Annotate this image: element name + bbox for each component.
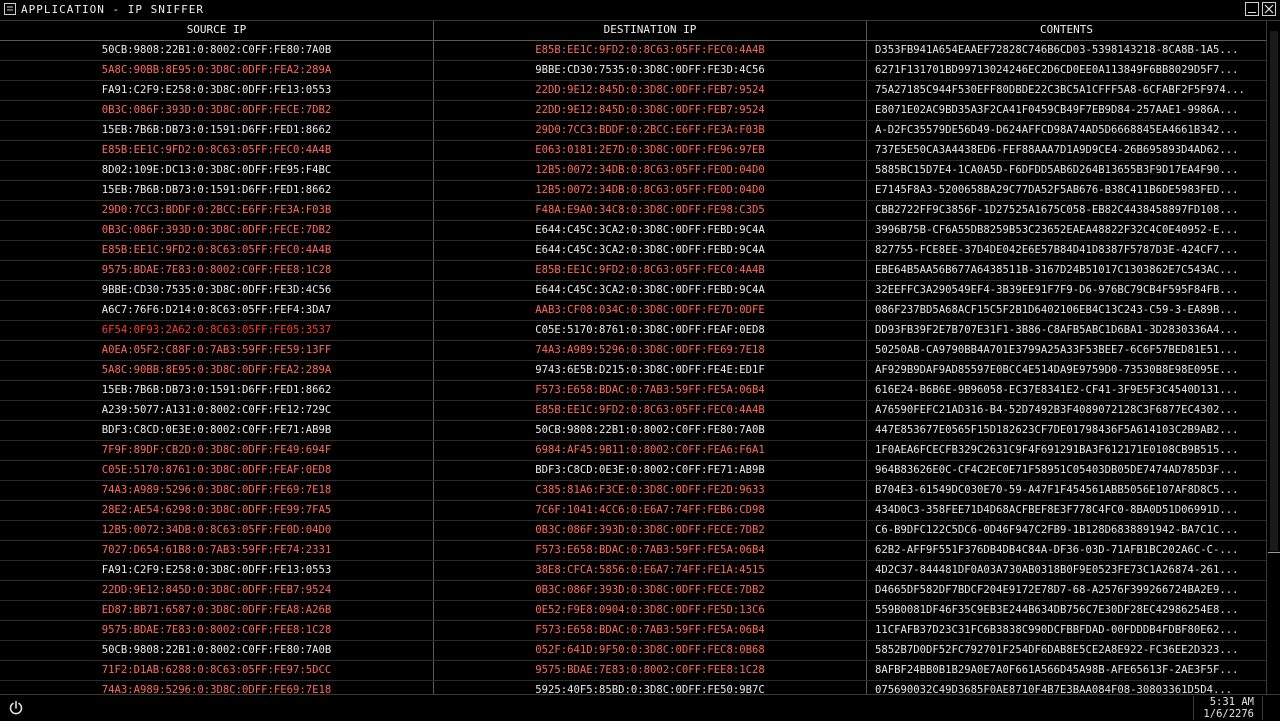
contents-cell: 5885BC15D7E4-1CA0A5D-F6DFDD5AB6D264B13655B3F9D17EA4F90... bbox=[875, 164, 1239, 176]
show-desktop-button[interactable] bbox=[1262, 696, 1280, 720]
contents-cell: A76590FEFC21AD316-B4-52D7492B3F4089072128C3F6877EC4302... bbox=[875, 404, 1239, 416]
contents-cell: 50250AB-CA9790BB4A701E3799A25A33F53BEE7-6C6F57BED81E51... bbox=[875, 344, 1239, 356]
app-icon bbox=[4, 3, 16, 15]
destination-ip-cell: E644:C45C:3CA2:0:3D8C:0DFF:FEBD:9C4A bbox=[535, 284, 765, 296]
source-ip-cell: 15EB:7B6B:DB73:0:1591:D6FF:FED1:8662 bbox=[101, 124, 332, 136]
table-row[interactable] bbox=[0, 461, 1266, 481]
scrollbar-thumb[interactable] bbox=[1270, 31, 1278, 551]
destination-ip-cell: C385:81A6:F3CE:0:3D8C:0DFF:FE2D:9633 bbox=[535, 484, 765, 496]
table-row[interactable] bbox=[0, 181, 1266, 201]
scroll-marker bbox=[1268, 552, 1280, 553]
table-row[interactable] bbox=[0, 401, 1266, 421]
contents-cell: 559B0081DF46F35C9EB3E244B634DB756C7E30DF28EC42986254E8... bbox=[875, 604, 1239, 616]
table-row[interactable] bbox=[0, 141, 1266, 161]
destination-ip-cell: 6984:AF45:9B11:0:8002:C0FF:FEA6:F6A1 bbox=[535, 444, 765, 456]
contents-cell: 827755-FCE8EE-37D4DE042E6E57B84D41D8387F5787D3E-424CF7... bbox=[875, 244, 1239, 256]
destination-ip-cell: 29D0:7CC3:BDDF:0:2BCC:E6FF:FE3A:F03B bbox=[535, 124, 765, 136]
maximize-icon bbox=[1264, 4, 1274, 14]
table-row[interactable] bbox=[0, 521, 1266, 541]
destination-ip-cell: 22DD:9E12:845D:0:3D8C:0DFF:FEB7:9524 bbox=[535, 84, 765, 96]
packet-table bbox=[0, 21, 1266, 694]
window-title: APPLICATION - IP SNIFFER bbox=[21, 3, 204, 16]
destination-ip-cell: 74A3:A989:5296:0:3D8C:0DFF:FE69:7E18 bbox=[535, 344, 765, 356]
contents-cell: 075690032C49D3685F0AE8710F4B7E3BAA084F08-30803361D5D4... bbox=[875, 684, 1233, 694]
source-ip-cell: 15EB:7B6B:DB73:0:1591:D6FF:FED1:8662 bbox=[101, 384, 332, 396]
contents-cell: EBE64B5AA56B677A6438511B-3167D24B51017C1303862E7C543AC... bbox=[875, 264, 1239, 276]
source-ip-cell: E85B:EE1C:9FD2:0:8C63:05FF:FEC0:4A4B bbox=[101, 244, 332, 256]
destination-ip-cell: 7C6F:1041:4CC6:0:E6A7:74FF:FEB6:CD98 bbox=[535, 504, 765, 516]
table-row[interactable] bbox=[0, 301, 1266, 321]
contents-cell: D4665DF582DF7BDCF204E9172E78D7-68-A2576F399266724BA2E9... bbox=[875, 584, 1239, 596]
destination-ip-cell: 22DD:9E12:845D:0:3D8C:0DFF:FEB7:9524 bbox=[535, 104, 765, 116]
table-row[interactable] bbox=[0, 681, 1266, 694]
contents-cell: A-D2FC35579DE56D49-D624AFFCD98A74AD5D6668845EA4661B342... bbox=[875, 124, 1239, 136]
table-row[interactable] bbox=[0, 641, 1266, 661]
source-ip-cell: 74A3:A989:5296:0:3D8C:0DFF:FE69:7E18 bbox=[101, 484, 332, 496]
contents-cell: CBB2722FF9C3856F-1D27525A1675C058-EB82C4438458897FD108... bbox=[875, 204, 1239, 216]
table-row[interactable] bbox=[0, 281, 1266, 301]
table-row[interactable] bbox=[0, 341, 1266, 361]
destination-ip-cell: 5925:40F5:85BD:0:3D8C:0DFF:FE50:9B7C bbox=[535, 684, 765, 694]
contents-cell: C6-B9DFC122C5DC6-0D46F947C2FB9-1B128D6838891942-BA7C1C... bbox=[875, 524, 1239, 536]
destination-ip-cell: 38E8:CFCA:5856:0:E6A7:74FF:FE1A:4515 bbox=[535, 564, 765, 576]
table-row[interactable] bbox=[0, 361, 1266, 381]
destination-ip-cell: 0E52:F9E8:0904:0:3D8C:0DFF:FE5D:13C6 bbox=[535, 604, 765, 616]
destination-ip-cell: 12B5:0072:34DB:0:8C63:05FF:FE0D:04D0 bbox=[535, 164, 765, 176]
maximize-button[interactable] bbox=[1262, 2, 1276, 16]
table-row[interactable] bbox=[0, 81, 1266, 101]
contents-cell: 964B83626E0C-CF4C2EC0E71F58951C05403DB05DE7474AD785D3F... bbox=[875, 464, 1239, 476]
contents-cell: E7145F8A3-5200658BA29C77DA52F5AB676-B38C411B6DE5983FED... bbox=[875, 184, 1239, 196]
clock-date: 1/6/2276 bbox=[1203, 708, 1254, 720]
destination-ip-cell: 12B5:0072:34DB:0:8C63:05FF:FE0D:04D0 bbox=[535, 184, 765, 196]
source-ip-cell: 9575:BDAE:7E83:0:8002:C0FF:FEE8:1C28 bbox=[101, 264, 332, 276]
contents-cell: 75A27185C944F530EFF80DBDE22C3BC5A1CFFF5A8-6CFABF2F5F974... bbox=[875, 84, 1245, 96]
table-row[interactable] bbox=[0, 621, 1266, 641]
contents-cell: 086F237BD5A68ACF15C5F2B1D6402106EB4C13C243-C59-3-EA89B... bbox=[875, 304, 1239, 316]
header-destination-ip[interactable]: DESTINATION IP bbox=[603, 23, 697, 36]
contents-cell: 447E853677E0565F15D182623CF7DE01798436F5A614103C2B9AB2... bbox=[875, 424, 1239, 436]
table-row[interactable] bbox=[0, 601, 1266, 621]
destination-ip-cell: E644:C45C:3CA2:0:3D8C:0DFF:FEBD:9C4A bbox=[535, 244, 765, 256]
source-ip-cell: 0B3C:086F:393D:0:3D8C:0DFF:FECE:7DB2 bbox=[101, 224, 332, 236]
source-ip-cell: 29D0:7CC3:BDDF:0:2BCC:E6FF:FE3A:F03B bbox=[101, 204, 332, 216]
source-ip-cell: 71F2:D1AB:6288:0:8C63:05FF:FE97:5DCC bbox=[101, 664, 332, 676]
contents-cell: 5852B7D0DF52FC792701F254DF6DAB8E5CE2A8E922-FC36EE2D323... bbox=[875, 644, 1239, 656]
destination-ip-cell: E644:C45C:3CA2:0:3D8C:0DFF:FEBD:9C4A bbox=[535, 224, 765, 236]
destination-ip-cell: C05E:5170:8761:0:3D8C:0DFF:FEAF:0ED8 bbox=[535, 324, 765, 336]
table-row[interactable] bbox=[0, 241, 1266, 261]
contents-cell: 3996B75B-CF6A55DB8259B53C23652EAEA48822F32C4C0E40952-E... bbox=[875, 224, 1239, 236]
contents-cell: 8AFBF24BB0B1B29A0E7A0F661A566D45A98B-AFE65613F-2AE3F5F... bbox=[875, 664, 1239, 676]
source-ip-cell: ED87:BB71:6587:0:3D8C:0DFF:FEA8:A26B bbox=[101, 604, 332, 616]
table-row[interactable] bbox=[0, 481, 1266, 501]
table-row[interactable] bbox=[0, 161, 1266, 181]
source-ip-cell: BDF3:C8CD:0E3E:0:8002:C0FF:FE71:AB9B bbox=[101, 424, 332, 436]
table-row[interactable] bbox=[0, 121, 1266, 141]
source-ip-cell: E85B:EE1C:9FD2:0:8C63:05FF:FEC0:4A4B bbox=[101, 144, 332, 156]
table-row[interactable] bbox=[0, 221, 1266, 241]
table-row[interactable] bbox=[0, 581, 1266, 601]
destination-ip-cell: F573:E658:BDAC:0:7AB3:59FF:FE5A:06B4 bbox=[535, 544, 765, 556]
contents-cell: 6271F131701BD99713024246EC2D6CD0EE0A113849F6BB8029D5F7... bbox=[875, 64, 1239, 76]
source-ip-cell: 15EB:7B6B:DB73:0:1591:D6FF:FED1:8662 bbox=[101, 184, 332, 196]
source-ip-cell: A6C7:76F6:D214:0:8C63:05FF:FEF4:3DA7 bbox=[101, 304, 332, 316]
source-ip-cell: 50CB:9808:22B1:0:8002:C0FF:FE80:7A0B bbox=[101, 644, 332, 656]
destination-ip-cell: E85B:EE1C:9FD2:0:8C63:05FF:FEC0:4A4B bbox=[535, 264, 765, 276]
header-source-ip[interactable]: SOURCE IP bbox=[186, 23, 247, 36]
table-row[interactable] bbox=[0, 41, 1266, 61]
destination-ip-cell: E85B:EE1C:9FD2:0:8C63:05FF:FEC0:4A4B bbox=[535, 44, 765, 56]
contents-cell: 32EEFFC3A290549EF4-3B39EE91F7F9-D6-976BC79CB4F595F84FB... bbox=[875, 284, 1239, 296]
source-ip-cell: FA91:C2F9:E258:0:3D8C:0DFF:FE13:0553 bbox=[101, 84, 332, 96]
destination-ip-cell: 0B3C:086F:393D:0:3D8C:0DFF:FECE:7DB2 bbox=[535, 584, 765, 596]
contents-cell: 4D2C37-844481DF0A03A730AB0318B0F9E0523FE73C1A26874-261... bbox=[875, 564, 1239, 576]
source-ip-cell: 9BBE:CD30:7535:0:3D8C:0DFF:FE3D:4C56 bbox=[101, 284, 332, 296]
table-row[interactable] bbox=[0, 201, 1266, 221]
table-row[interactable] bbox=[0, 501, 1266, 521]
header-contents[interactable]: CONTENTS bbox=[1040, 23, 1093, 36]
source-ip-cell: C05E:5170:8761:0:3D8C:0DFF:FEAF:0ED8 bbox=[101, 464, 332, 476]
contents-cell: B704E3-61549DC030E70-59-A47F1F454561ABB5056E107AF8D8C5... bbox=[875, 484, 1239, 496]
destination-ip-cell: F573:E658:BDAC:0:7AB3:59FF:FE5A:06B4 bbox=[535, 384, 765, 396]
source-ip-cell: 74A3:A989:5296:0:3D8C:0DFF:FE69:7E18 bbox=[101, 684, 332, 694]
table-row[interactable] bbox=[0, 321, 1266, 341]
destination-ip-cell: 9575:BDAE:7E83:0:8002:C0FF:FEE8:1C28 bbox=[535, 664, 765, 676]
destination-ip-cell: 9743:6E5B:D215:0:3D8C:0DFF:FE4E:ED1F bbox=[535, 364, 765, 376]
destination-ip-cell: E85B:EE1C:9FD2:0:8C63:05FF:FEC0:4A4B bbox=[535, 404, 765, 416]
source-ip-cell: 8D02:109E:DC13:0:3D8C:0DFF:FE95:F4BC bbox=[101, 164, 332, 176]
taskbar bbox=[0, 694, 1280, 721]
contents-cell: 62B2-AFF9F551F376DB4DB4C84A-DF36-03D-71AFB1BC202A6C-C-... bbox=[875, 544, 1239, 556]
destination-ip-cell: F48A:E9A0:34C8:0:3D8C:0DFF:FE98:C3D5 bbox=[535, 204, 765, 216]
contents-cell: 616E24-B6B6E-9B96058-EC37E8341E2-CF41-3F9E5F3C4540D131... bbox=[875, 384, 1239, 396]
table-row[interactable] bbox=[0, 381, 1266, 401]
source-ip-cell: A0EA:05F2:C88F:0:7AB3:59FF:FE59:13FF bbox=[101, 344, 332, 356]
contents-cell: 737E5E50CA3A4438ED6-FEF88AAA7D1A9D9CE4-26B695893D4AD62... bbox=[875, 144, 1239, 156]
source-ip-cell: 5A8C:90BB:8E95:0:3D8C:0DFF:FEA2:289A bbox=[101, 364, 332, 376]
source-ip-cell: FA91:C2F9:E258:0:3D8C:0DFF:FE13:0553 bbox=[101, 564, 332, 576]
destination-ip-cell: F573:E658:BDAC:0:7AB3:59FF:FE5A:06B4 bbox=[535, 624, 765, 636]
table-row[interactable] bbox=[0, 441, 1266, 461]
table-body bbox=[0, 41, 1266, 694]
contents-cell: 11CFAFB37D23C31FC6B3838C990DCFBBFDAD-00FDDDB4FDBF80E62... bbox=[875, 624, 1239, 636]
table-header bbox=[0, 21, 1266, 41]
table-row[interactable] bbox=[0, 261, 1266, 281]
clock-time: 5:31 AM bbox=[1209, 696, 1254, 708]
contents-cell: E8071E02AC9BD35A3F2CA41F0459CB49F7EB9D84-257AAE1-9986A... bbox=[875, 104, 1239, 116]
source-ip-cell: A239:5077:A131:0:8002:C0FF:FE12:729C bbox=[101, 404, 332, 416]
table-row[interactable] bbox=[0, 61, 1266, 81]
destination-ip-cell: AAB3:CF08:034C:0:3D8C:0DFF:FE7D:0DFE bbox=[535, 304, 765, 316]
table-row[interactable] bbox=[0, 101, 1266, 121]
source-ip-cell: 7F9F:89DF:CB2D:0:3D8C:0DFF:FE49:694F bbox=[101, 444, 332, 456]
source-ip-cell: 12B5:0072:34DB:0:8C63:05FF:FE0D:04D0 bbox=[101, 524, 332, 536]
contents-cell: 434D0C3-358FEE71D4D68ACFBEF8E3F778C4FC0-8BA0D51D06991D... bbox=[875, 504, 1239, 516]
contents-cell: DD93FB39F2E7B707E31F1-3B86-C8AFB5ABC1D6BA1-3D2830336A4... bbox=[875, 324, 1239, 336]
source-ip-cell: 0B3C:086F:393D:0:3D8C:0DFF:FECE:7DB2 bbox=[101, 104, 332, 116]
table-row[interactable] bbox=[0, 661, 1266, 681]
destination-ip-cell: 052F:641D:9F50:0:3D8C:0DFF:FEC8:0B68 bbox=[535, 644, 765, 656]
contents-cell: 1F0AEA6FCECFB329C2631C9F4F691291BA3F612171E0108CB9B515... bbox=[875, 444, 1239, 456]
source-ip-cell: 9575:BDAE:7E83:0:8002:C0FF:FEE8:1C28 bbox=[101, 624, 332, 636]
table-row[interactable] bbox=[0, 421, 1266, 441]
source-ip-cell: 22DD:9E12:845D:0:3D8C:0DFF:FEB7:9524 bbox=[101, 584, 332, 596]
destination-ip-cell: 9BBE:CD30:7535:0:3D8C:0DFF:FE3D:4C56 bbox=[535, 64, 765, 76]
contents-cell: AF929B9DAF9AD85597E0BCC4E514DA9E9759D0-73530B8E98E095E... bbox=[875, 364, 1239, 376]
power-icon[interactable] bbox=[8, 700, 24, 716]
destination-ip-cell: E063:0181:2E7D:0:3D8C:0DFF:FE96:97EB bbox=[535, 144, 765, 156]
contents-cell: D353FB941A654EAAEF72828C746B6CD03-5398143218-8CA8B-1A5... bbox=[875, 44, 1239, 56]
source-ip-cell: 7027:D654:61B8:0:7AB3:59FF:FE74:2331 bbox=[101, 544, 332, 556]
source-ip-cell: 5A8C:90BB:8E95:0:3D8C:0DFF:FEA2:289A bbox=[101, 64, 332, 76]
source-ip-cell: 50CB:9808:22B1:0:8002:C0FF:FE80:7A0B bbox=[101, 44, 332, 56]
system-clock[interactable] bbox=[1193, 696, 1258, 720]
source-ip-cell: 28E2:AE54:6298:0:3D8C:0DFF:FE99:7FA5 bbox=[101, 504, 332, 516]
table-row[interactable] bbox=[0, 561, 1266, 581]
title-bar bbox=[0, 0, 1280, 21]
vertical-scrollbar[interactable] bbox=[1266, 21, 1280, 694]
source-ip-cell: 6F54:0F93:2A62:0:8C63:05FF:FE05:3537 bbox=[101, 324, 332, 336]
destination-ip-cell: BDF3:C8CD:0E3E:0:8002:C0FF:FE71:AB9B bbox=[535, 464, 765, 476]
minimize-button[interactable] bbox=[1245, 2, 1259, 16]
destination-ip-cell: 50CB:9808:22B1:0:8002:C0FF:FE80:7A0B bbox=[535, 424, 765, 436]
destination-ip-cell: 0B3C:086F:393D:0:3D8C:0DFF:FECE:7DB2 bbox=[535, 524, 765, 536]
table-row[interactable] bbox=[0, 541, 1266, 561]
